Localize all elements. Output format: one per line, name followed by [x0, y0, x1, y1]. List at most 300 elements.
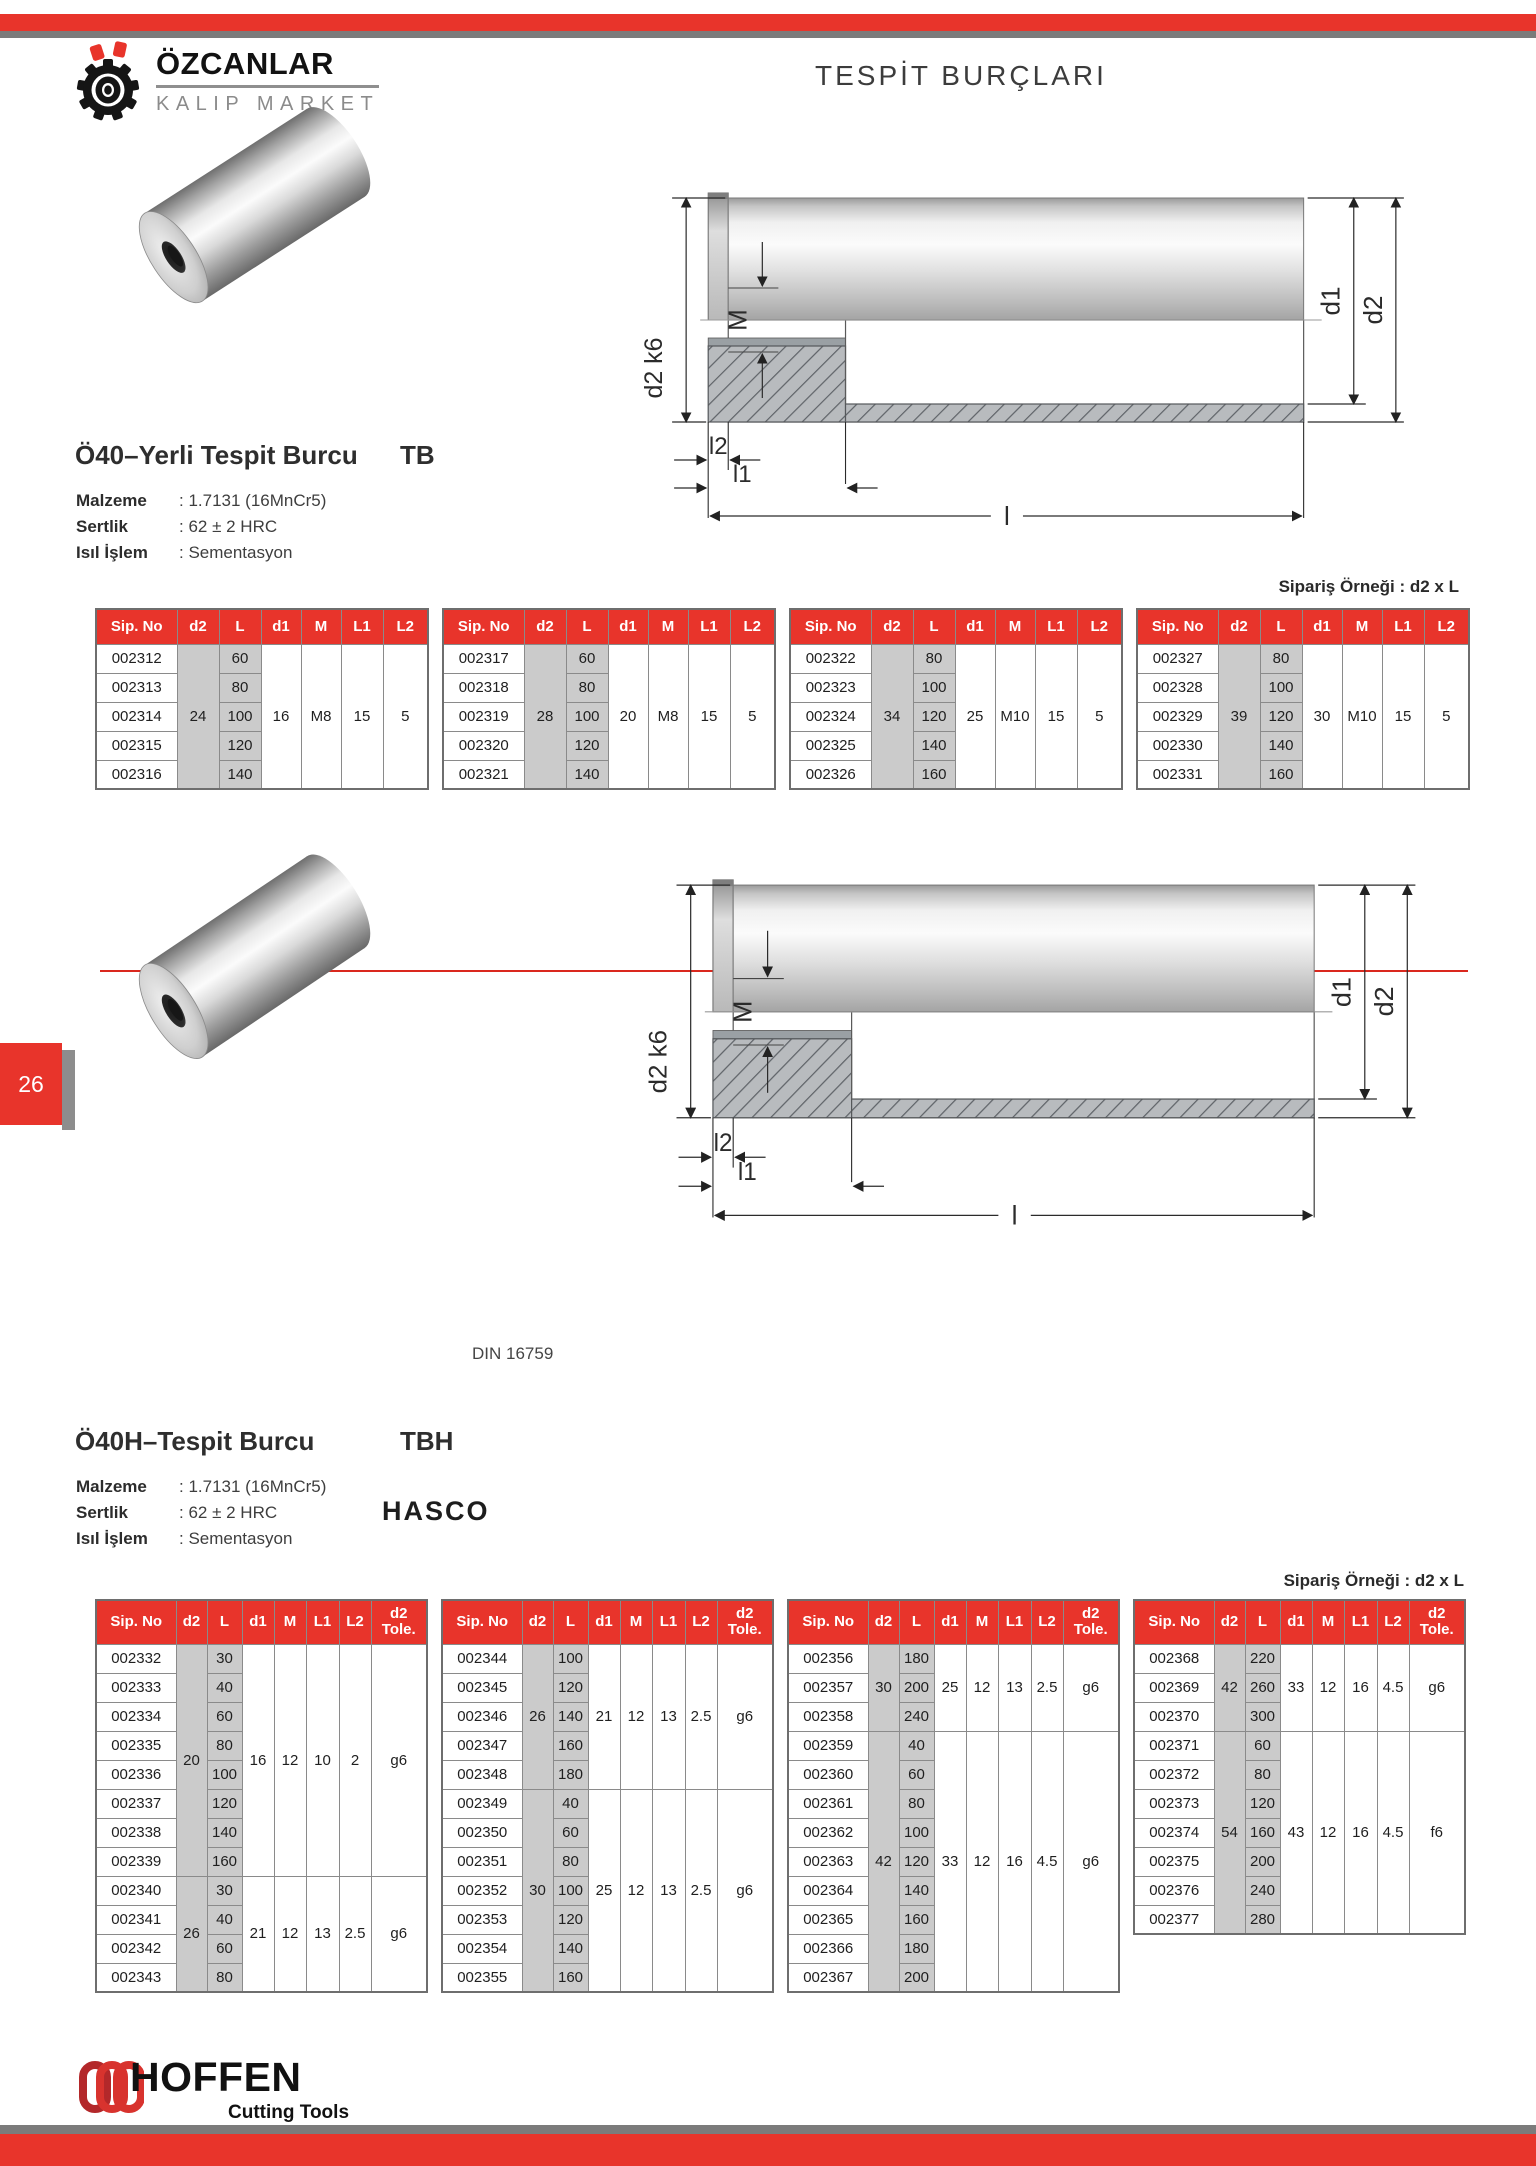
cell: 002342 [96, 1934, 176, 1963]
cell: 140 [553, 1702, 588, 1731]
cell: 28 [524, 644, 566, 789]
product-title: Ö40–Yerli Tespit Burcu [75, 440, 358, 470]
spec-list [76, 488, 326, 566]
cell: 002356 [788, 1644, 868, 1673]
cell: 002340 [96, 1876, 176, 1905]
cell: 002332 [96, 1644, 176, 1673]
cell: 15 [1382, 644, 1424, 789]
table-row [1134, 1644, 1465, 1673]
table-row [442, 1789, 773, 1818]
parts-tables-row [95, 1599, 1466, 1993]
header-row [443, 609, 775, 644]
cell: 33 [1280, 1644, 1312, 1731]
dim-label-d2k6: d2 k6 [640, 337, 669, 399]
cell: 002336 [96, 1760, 176, 1789]
cell: 002350 [442, 1818, 522, 1847]
cell: 2.5 [1031, 1644, 1063, 1731]
cell: 30 [207, 1876, 242, 1905]
cell: 002368 [1134, 1644, 1214, 1673]
cell: 002322 [790, 644, 871, 673]
cell: 200 [899, 1963, 934, 1992]
cell: 26 [522, 1644, 553, 1789]
cell: M10 [1342, 644, 1382, 789]
cell: 002330 [1137, 731, 1218, 760]
header-row [790, 609, 1122, 644]
cell: 002326 [790, 760, 871, 789]
column-header: L1 [688, 609, 730, 644]
dim-label-m: M [722, 309, 753, 331]
cell: 25 [588, 1789, 620, 1992]
cell: 180 [899, 1934, 934, 1963]
cell: 280 [1245, 1905, 1280, 1934]
column-header: d2 Tole. [371, 1600, 427, 1644]
cell: 30 [868, 1644, 899, 1731]
cell: 100 [899, 1818, 934, 1847]
column-header: d1 [261, 609, 301, 644]
cell: 002335 [96, 1731, 176, 1760]
column-header: Sip. No [443, 609, 524, 644]
cell: g6 [371, 1876, 427, 1992]
cell: 002331 [1137, 760, 1218, 789]
cell: 54 [1214, 1731, 1245, 1934]
cell: 220 [1245, 1644, 1280, 1673]
parts-table [789, 608, 1123, 790]
cell: 21 [242, 1876, 274, 1992]
column-header: Sip. No [442, 1600, 522, 1644]
cell: 60 [1245, 1731, 1280, 1760]
column-header: L [219, 609, 261, 644]
column-header: M [620, 1600, 652, 1644]
cell: 40 [207, 1673, 242, 1702]
cell: 16 [998, 1731, 1031, 1992]
parts-table [442, 608, 776, 790]
cell: 5 [1077, 644, 1122, 789]
cell: 120 [899, 1847, 934, 1876]
cell: 5 [1424, 644, 1469, 789]
cell: 160 [899, 1905, 934, 1934]
cell: 160 [553, 1731, 588, 1760]
cell: 140 [553, 1934, 588, 1963]
cell: 160 [913, 760, 955, 789]
cell: f6 [1409, 1731, 1465, 1934]
column-header: Sip. No [1134, 1600, 1214, 1644]
column-header: L2 [1031, 1600, 1063, 1644]
cell: M8 [648, 644, 688, 789]
cell: 002352 [442, 1876, 522, 1905]
technical-drawing [630, 170, 1454, 532]
spec-value: : 1.7131 (16MnCr5) [179, 1477, 327, 1496]
cell: 10 [306, 1644, 339, 1876]
cell: 42 [868, 1731, 899, 1992]
cell: 002347 [442, 1731, 522, 1760]
cell: 002313 [96, 673, 177, 702]
cell: 002320 [443, 731, 524, 760]
column-header: L2 [383, 609, 428, 644]
top-red-bar [0, 14, 1536, 31]
product-code: TB [400, 440, 435, 470]
cell: 12 [620, 1644, 652, 1789]
column-header: L2 [730, 609, 775, 644]
dim-label-m: M [727, 1000, 758, 1024]
spec-row [76, 514, 326, 540]
column-header: M [301, 609, 341, 644]
cell: 43 [1280, 1731, 1312, 1934]
cell: 16 [261, 644, 301, 789]
cell: 26 [176, 1876, 207, 1992]
cell: g6 [717, 1789, 773, 1992]
order-example-note: Sipariş Örneği : d2 x L [1283, 1571, 1464, 1590]
cell: 34 [871, 644, 913, 789]
spec-row [76, 488, 326, 514]
top-gray-bar [0, 31, 1536, 38]
cell: 80 [207, 1963, 242, 1992]
column-header: d1 [1280, 1600, 1312, 1644]
cell: 300 [1245, 1702, 1280, 1731]
cell: 13 [998, 1644, 1031, 1731]
cell: 002345 [442, 1673, 522, 1702]
cell: 4.5 [1377, 1731, 1409, 1934]
parts-table [787, 1599, 1120, 1993]
cell: 80 [899, 1789, 934, 1818]
cell: 002316 [96, 760, 177, 789]
cell: 12 [274, 1644, 306, 1876]
table-row [1134, 1731, 1465, 1760]
cell: 002371 [1134, 1731, 1214, 1760]
page-number-tab: 26 [0, 1043, 62, 1125]
cell: 002374 [1134, 1818, 1214, 1847]
footer-brand: HOFFEN [130, 2054, 302, 2100]
cell: 16 [1344, 1644, 1377, 1731]
dim-label-l2: l2 [713, 1129, 733, 1158]
column-header: M [995, 609, 1035, 644]
cell: 002333 [96, 1673, 176, 1702]
header-row [442, 1600, 773, 1644]
cell: g6 [1063, 1731, 1119, 1992]
cell: 002373 [1134, 1789, 1214, 1818]
cell: 120 [1245, 1789, 1280, 1818]
cell: 002346 [442, 1702, 522, 1731]
cell: 140 [913, 731, 955, 760]
spec-value: : 62 ± 2 HRC [179, 1503, 278, 1522]
cell: 002351 [442, 1847, 522, 1876]
cell: 2.5 [685, 1644, 717, 1789]
cell: 002314 [96, 702, 177, 731]
din-standard-note: DIN 16759 [472, 1344, 554, 1363]
parts-tables-row [95, 608, 1470, 790]
table-row [443, 644, 775, 673]
table-row [96, 644, 428, 673]
cell: 100 [566, 702, 608, 731]
cell: 120 [553, 1905, 588, 1934]
cell: 160 [207, 1847, 242, 1876]
cell: 002344 [442, 1644, 522, 1673]
cell: 2.5 [339, 1876, 371, 1992]
cell: 12 [620, 1789, 652, 1992]
cell: 16 [1344, 1731, 1377, 1934]
spec-label: Sertlik [76, 517, 128, 536]
column-header: d2 [1218, 609, 1260, 644]
cell: 002349 [442, 1789, 522, 1818]
cell: 002366 [788, 1934, 868, 1963]
cell: 002365 [788, 1905, 868, 1934]
cell: 60 [207, 1934, 242, 1963]
page-tab-shadow [62, 1050, 75, 1130]
cell: 120 [553, 1673, 588, 1702]
cell: 002323 [790, 673, 871, 702]
dim-label-d2: d2 [1369, 986, 1400, 1017]
column-header: d1 [1302, 609, 1342, 644]
column-header: L2 [685, 1600, 717, 1644]
cell: 002376 [1134, 1876, 1214, 1905]
cell: 120 [207, 1789, 242, 1818]
brand-subtitle: KALIP MARKET [156, 93, 380, 115]
cell: 002337 [96, 1789, 176, 1818]
cell: 160 [553, 1963, 588, 1992]
column-header: d2 [871, 609, 913, 644]
column-header: L1 [341, 609, 383, 644]
cell: 140 [899, 1876, 934, 1905]
cell: 15 [688, 644, 730, 789]
table-row [96, 1644, 427, 1673]
cell: 40 [899, 1731, 934, 1760]
column-header: L [1245, 1600, 1280, 1644]
spec-value: : Sementasyon [179, 543, 293, 562]
header-row [1137, 609, 1469, 644]
cell: 002370 [1134, 1702, 1214, 1731]
dim-label-l1: l1 [732, 461, 752, 488]
cell: 80 [566, 673, 608, 702]
cell: 002355 [442, 1963, 522, 1992]
product-title: Ö40H–Tespit Burcu [75, 1426, 315, 1456]
column-header: d2 [177, 609, 219, 644]
cell: 13 [652, 1644, 685, 1789]
cell: 30 [522, 1789, 553, 1992]
column-header: M [1312, 1600, 1344, 1644]
cell: 60 [553, 1818, 588, 1847]
cell: 12 [1312, 1731, 1344, 1934]
cell: 100 [207, 1760, 242, 1789]
cell: 002317 [443, 644, 524, 673]
cell: 180 [899, 1644, 934, 1673]
cell: 21 [588, 1644, 620, 1789]
cell: 5 [730, 644, 775, 789]
cell: 120 [1260, 702, 1302, 731]
cell: 002328 [1137, 673, 1218, 702]
cell: 002319 [443, 702, 524, 731]
dim-label-d2k6: d2 k6 [644, 1029, 673, 1094]
column-header: L [553, 1600, 588, 1644]
cell: 240 [1245, 1876, 1280, 1905]
cell: 40 [207, 1905, 242, 1934]
column-header: L2 [1377, 1600, 1409, 1644]
cell: 002354 [442, 1934, 522, 1963]
order-example-note: Sipariş Örneği : d2 x L [1278, 577, 1459, 596]
cell: 002377 [1134, 1905, 1214, 1934]
table-row [442, 1644, 773, 1673]
cell: 100 [1260, 673, 1302, 702]
cell: 60 [566, 644, 608, 673]
cell: 240 [899, 1702, 934, 1731]
cell: 002343 [96, 1963, 176, 1992]
column-header: L [899, 1600, 934, 1644]
cell: 60 [219, 644, 261, 673]
column-header: L [913, 609, 955, 644]
cell: 2.5 [685, 1789, 717, 1992]
column-header: d1 [955, 609, 995, 644]
bottom-gray-bar [0, 2125, 1536, 2134]
cell: 160 [1245, 1818, 1280, 1847]
column-header: d2 Tole. [1409, 1600, 1465, 1644]
cell: 002318 [443, 673, 524, 702]
cell: 002364 [788, 1876, 868, 1905]
column-header: L1 [306, 1600, 339, 1644]
column-header: M [966, 1600, 998, 1644]
spec-row [76, 1474, 326, 1500]
column-header: Sip. No [1137, 609, 1218, 644]
cell: 60 [207, 1702, 242, 1731]
parts-table [441, 1599, 774, 1993]
cell: 120 [219, 731, 261, 760]
cell: 12 [1312, 1644, 1344, 1731]
column-header: Sip. No [96, 1600, 176, 1644]
cell: 002360 [788, 1760, 868, 1789]
parts-table [1136, 608, 1470, 790]
spec-value: : 62 ± 2 HRC [179, 517, 278, 536]
cell: 002341 [96, 1905, 176, 1934]
cell: 12 [274, 1876, 306, 1992]
cell: 40 [553, 1789, 588, 1818]
cell: 13 [306, 1876, 339, 1992]
cell: 16 [242, 1644, 274, 1876]
cell: 12 [966, 1731, 998, 1992]
cell: 002361 [788, 1789, 868, 1818]
spec-row [76, 1526, 326, 1552]
cell: 5 [383, 644, 428, 789]
cell: 80 [553, 1847, 588, 1876]
table-row [788, 1731, 1119, 1760]
column-header: d2 [524, 609, 566, 644]
cell: 002348 [442, 1760, 522, 1789]
cell: 140 [1260, 731, 1302, 760]
cell: 25 [955, 644, 995, 789]
column-header: M [1342, 609, 1382, 644]
page-title: TESPİT BURÇLARI [815, 60, 1107, 91]
parts-table [95, 608, 429, 790]
cell: 80 [913, 644, 955, 673]
column-header: d1 [588, 1600, 620, 1644]
cell: 100 [913, 673, 955, 702]
cell: 260 [1245, 1673, 1280, 1702]
column-header: L1 [1035, 609, 1077, 644]
product-code: TBH [400, 1426, 454, 1456]
cell: 60 [899, 1760, 934, 1789]
dim-label-l: l [1011, 1200, 1018, 1231]
column-header: d1 [934, 1600, 966, 1644]
column-header: M [648, 609, 688, 644]
spec-label: Isıl İşlem [76, 1529, 148, 1548]
column-header: L [566, 609, 608, 644]
cell: 140 [566, 760, 608, 789]
brand-reference: HASCO [382, 1496, 490, 1526]
cell: 002325 [790, 731, 871, 760]
cell: 2 [339, 1644, 371, 1876]
spec-row [76, 540, 326, 566]
cell: 002327 [1137, 644, 1218, 673]
cell: 15 [1035, 644, 1077, 789]
column-header: d2 [868, 1600, 899, 1644]
cell: 002334 [96, 1702, 176, 1731]
cell: 002315 [96, 731, 177, 760]
cell: 20 [176, 1644, 207, 1876]
column-header: d2 [522, 1600, 553, 1644]
dim-label-d1: d1 [1326, 977, 1357, 1008]
column-header: d2 [176, 1600, 207, 1644]
cell: 80 [1260, 644, 1302, 673]
cell: 002362 [788, 1818, 868, 1847]
cell: 33 [934, 1731, 966, 1992]
cell: 002321 [443, 760, 524, 789]
cell: 24 [177, 644, 219, 789]
cell: 140 [207, 1818, 242, 1847]
product-photo [100, 845, 385, 1087]
cell: 20 [608, 644, 648, 789]
column-header: Sip. No [788, 1600, 868, 1644]
column-header: L [1260, 609, 1302, 644]
column-header: L [207, 1600, 242, 1644]
column-header: L2 [1077, 609, 1122, 644]
cell: 30 [1302, 644, 1342, 789]
dim-label-l: l [1004, 501, 1010, 531]
cell: 15 [341, 644, 383, 789]
cell: g6 [717, 1644, 773, 1789]
cell: 13 [652, 1789, 685, 1992]
cell: g6 [1063, 1644, 1119, 1731]
cell: 4.5 [1031, 1731, 1063, 1992]
cell: 80 [219, 673, 261, 702]
product-photo [100, 98, 385, 330]
column-header: d1 [242, 1600, 274, 1644]
spec-label: Sertlik [76, 1503, 128, 1522]
header-row [1134, 1600, 1465, 1644]
cell: 12 [966, 1644, 998, 1731]
spec-label: Malzeme [76, 1477, 147, 1496]
cell: 120 [566, 731, 608, 760]
cell: 100 [553, 1644, 588, 1673]
table-row [790, 644, 1122, 673]
cell: 002312 [96, 644, 177, 673]
column-header: d2 Tole. [717, 1600, 773, 1644]
cell: 30 [207, 1644, 242, 1673]
spec-label: Malzeme [76, 491, 147, 510]
cell: 160 [1260, 760, 1302, 789]
technical-drawing [634, 856, 1466, 1232]
cell: 120 [913, 702, 955, 731]
cell: 002339 [96, 1847, 176, 1876]
column-header: Sip. No [96, 609, 177, 644]
column-header: L1 [1382, 609, 1424, 644]
spec-list [76, 1474, 326, 1552]
column-header: L1 [652, 1600, 685, 1644]
cell: 39 [1218, 644, 1260, 789]
spec-label: Isıl İşlem [76, 543, 148, 562]
spec-value: : Sementasyon [179, 1529, 293, 1548]
cell: 200 [899, 1673, 934, 1702]
cell: 002372 [1134, 1760, 1214, 1789]
cell: 140 [219, 760, 261, 789]
cell: 002367 [788, 1963, 868, 1992]
cell: 002353 [442, 1905, 522, 1934]
column-header: L1 [998, 1600, 1031, 1644]
